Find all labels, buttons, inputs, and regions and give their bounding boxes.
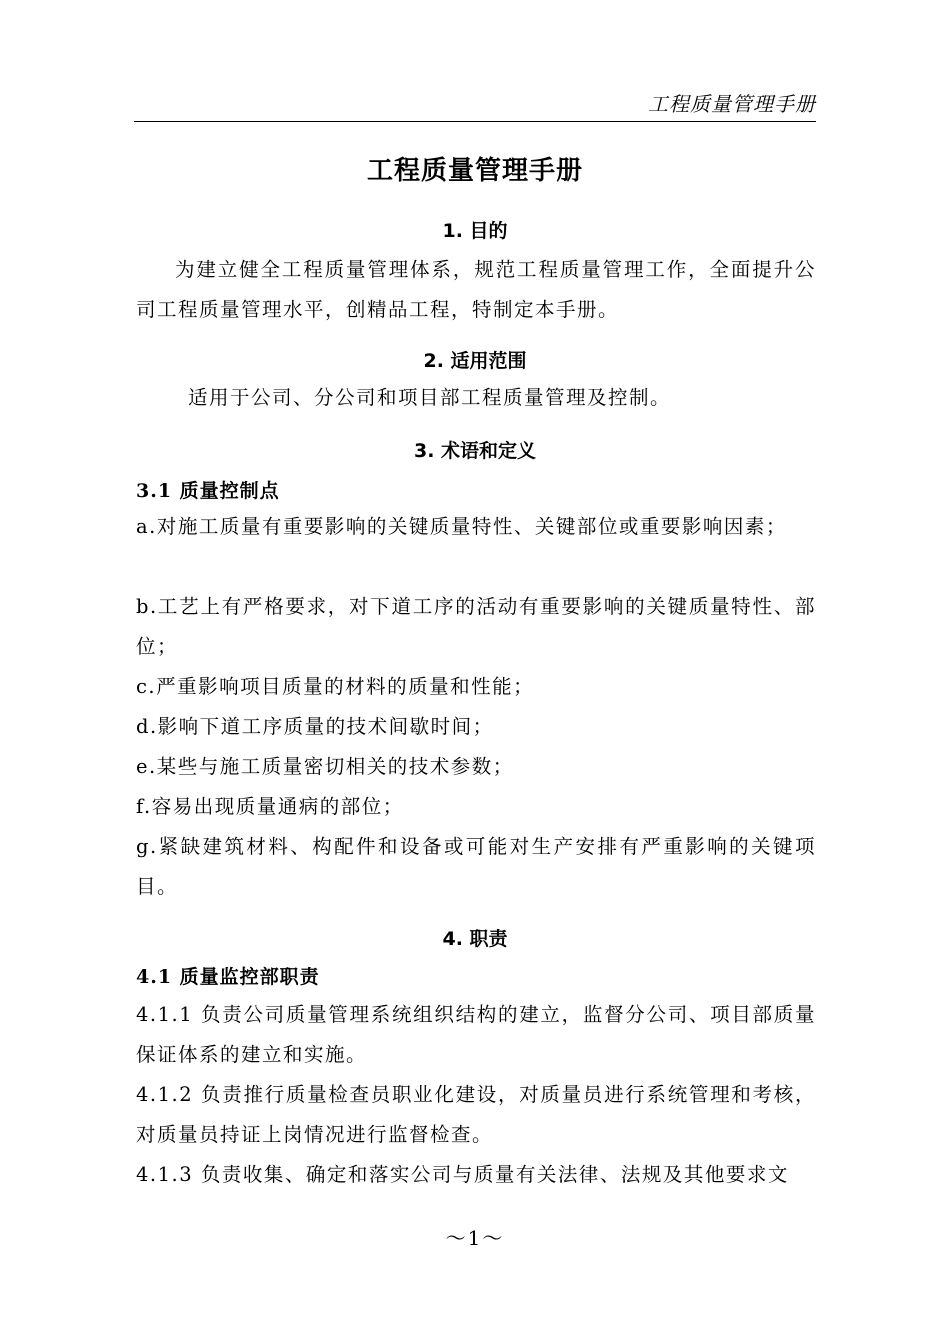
section-heading-purpose: 1. 目的 bbox=[442, 220, 508, 242]
term-item-c: c.严重影响项目质量的材料的质量和性能； bbox=[136, 675, 535, 698]
sub-heading-quality-monitoring-dept: 4.1 质量监控部职责 bbox=[136, 966, 320, 988]
term-item-d: d.影响下道工序质量的技术间歇时间； bbox=[136, 715, 494, 738]
header-divider bbox=[134, 121, 816, 122]
purpose-paragraph: 为建立健全工程质量管理体系，规范工程质量管理工作，全面提升公司工程质量管理水平，创精品工程，特制定本手册。 bbox=[136, 258, 816, 321]
section-heading-scope: 2. 适用范围 bbox=[423, 350, 527, 372]
term-item-g: g.紧缺建筑材料、构配件和设备或可能对生产安排有严重影响的关键项目。 bbox=[136, 835, 816, 898]
section-heading-terms: 3. 术语和定义 bbox=[413, 440, 537, 462]
running-header: 工程质量管理手册 bbox=[648, 92, 816, 116]
scope-paragraph: 适用于公司、分公司和项目部工程质量管理及控制。 bbox=[188, 386, 672, 409]
duty-item-4-1-1: 4.1.1 负责公司质量管理系统组织结构的建立，监督分公司、项目部质量保证体系的建立和实施。 bbox=[136, 1003, 816, 1066]
term-item-a: a.对施工质量有重要影响的关键质量特性、关键部位或重要影响因素； bbox=[136, 515, 787, 538]
duty-item-4-1-2: 4.1.2 负责推行质量检查员职业化建设，对质量员进行系统管理和考核，对质量员持证上岗情况进行监督检查。 bbox=[136, 1083, 816, 1146]
term-item-e: e.某些与施工质量密切相关的技术参数； bbox=[136, 755, 514, 778]
term-item-f: f.容易出现质量通病的部位； bbox=[136, 795, 404, 818]
term-item-b: b.工艺上有严格要求，对下道工序的活动有重要影响的关键质量特性、部位； bbox=[136, 595, 816, 658]
section-heading-responsibilities: 4. 职责 bbox=[442, 928, 508, 950]
document-title: 工程质量管理手册 bbox=[366, 156, 583, 186]
page-number: ～1～ bbox=[445, 1226, 505, 1250]
duty-item-4-1-3: 4.1.3 负责收集、确定和落实公司与质量有关法律、法规及其他要求文 bbox=[136, 1163, 789, 1186]
sub-heading-quality-control-point: 3.1 质量控制点 bbox=[136, 480, 280, 502]
